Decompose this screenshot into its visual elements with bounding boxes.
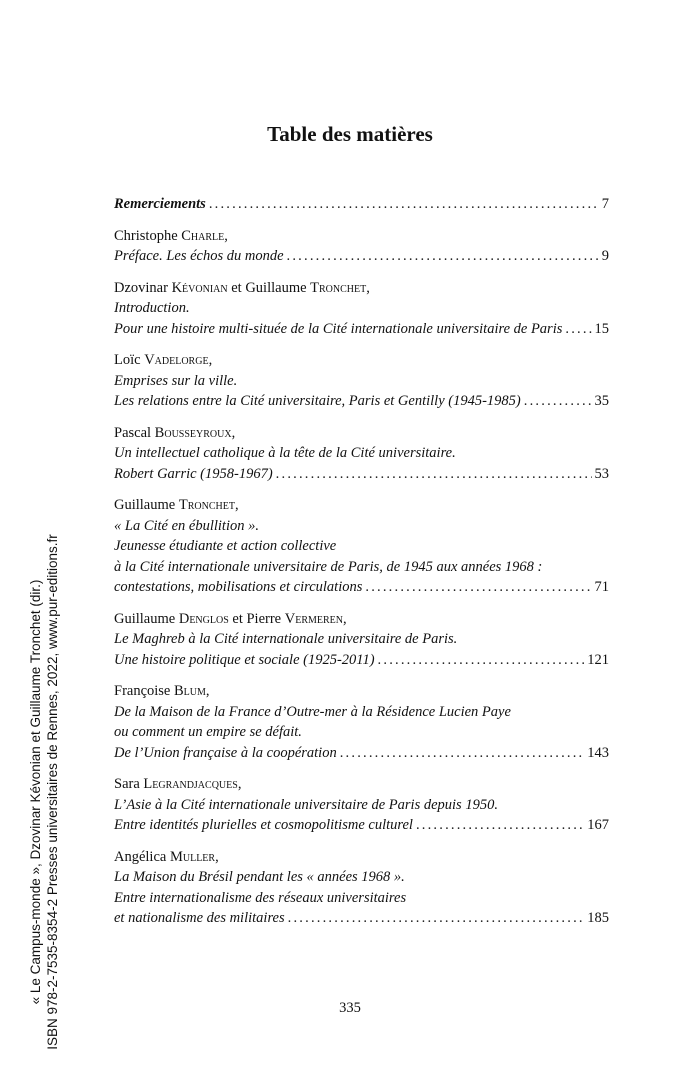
toc-leader-line[interactable] [114, 464, 609, 485]
dot-leader [288, 908, 585, 929]
toc-author: Guillaume Tronchet, [114, 497, 239, 513]
toc-entry-subtitle: De la Maison de la France d’Outre-mer à la Résidence Lucien Paye [114, 703, 511, 720]
toc-entry [114, 194, 609, 215]
toc-entry-title: et nationalisme des militaires [114, 910, 285, 926]
toc-leader-line[interactable] [114, 194, 609, 215]
toc-entry-title: Entre identités plurielles et cosmopolitisme culturel [114, 817, 413, 833]
citation-line: ISBN 978-2-7535-8354-2 Presses universitaires de Rennes, 2022, www.pur-editions.fr [45, 534, 60, 1050]
dot-leader [340, 743, 585, 764]
toc-entry-title: Pour une histoire multi-située de la Cité internationale universitaire de Paris [114, 320, 563, 337]
toc-author: Sara Legrandjacques, [114, 776, 242, 792]
toc-entry-subtitle: L’Asie à la Cité internationale universitaire de Paris depuis 1950. [114, 796, 498, 813]
dot-leader [378, 650, 585, 671]
toc-entry-subtitle: à la Cité internationale universitaire de Paris, de 1945 aux années 1968 : [114, 558, 543, 575]
toc-entry-title: Une histoire politique et sociale (1925-2011) [114, 651, 375, 668]
toc-entry-title: Les relations entre la Cité universitaire, Paris et Gentilly (1945-1985) [114, 393, 521, 409]
toc-entry [114, 278, 609, 340]
toc-leader-line[interactable] [114, 246, 609, 267]
toc-page-number: 143 [587, 744, 609, 761]
dot-leader [416, 815, 584, 836]
toc-entry-subtitle: Jeunesse étudiante et action collective [114, 538, 337, 554]
toc-entry-subtitle: La Maison du Brésil pendant les « années 1968 ». [114, 869, 405, 885]
toc-entry [114, 774, 609, 836]
toc-author: Angélica Muller, [114, 848, 219, 865]
toc-entry [114, 495, 609, 598]
toc-entry-subtitle: ou comment un empire se défait. [114, 724, 302, 740]
toc-author: Loïc Vadelorge, [114, 352, 213, 368]
toc-entry [114, 847, 609, 929]
toc-entry-subtitle: Emprises sur la ville. [114, 372, 238, 389]
dot-leader [365, 577, 591, 598]
table-of-contents [114, 194, 609, 940]
toc-leader-line[interactable] [114, 391, 609, 412]
toc-page-number: 7 [601, 196, 609, 212]
toc-author: Pascal Bousseyroux, [114, 424, 236, 441]
toc-entry-title: De l’Union française à la coopération [114, 744, 337, 761]
toc-author: Françoise Blum, [114, 683, 210, 699]
toc-page-number: 9 [601, 248, 609, 264]
toc-leader-line[interactable] [114, 743, 609, 764]
toc-entry-subtitle: Un intellectuel catholique à la tête de la Cité universitaire. [114, 445, 456, 461]
dot-leader [565, 319, 591, 340]
toc-leader-line[interactable] [114, 815, 609, 836]
toc-entry [114, 681, 609, 763]
toc-page-number: 53 [594, 465, 609, 482]
dot-leader [287, 246, 599, 267]
page-number: 335 [339, 1000, 361, 1016]
toc-entry-title: Remerciements [114, 196, 206, 212]
dot-leader [209, 194, 599, 215]
dot-leader [276, 464, 592, 485]
toc-entry-title: Robert Garric (1958-1967) [114, 465, 273, 482]
toc-page-number: 167 [587, 817, 609, 833]
toc-entry-subtitle: « La Cité en ébullition ». [114, 517, 259, 534]
toc-page-number: 35 [594, 393, 609, 409]
toc-entry-subtitle: Le Maghreb à la Cité internationale universitaire de Paris. [114, 631, 458, 647]
toc-leader-line[interactable] [114, 650, 609, 671]
toc-leader-line[interactable] [114, 319, 609, 340]
toc-entry [114, 226, 609, 267]
toc-author: Christophe Charle, [114, 227, 228, 244]
dot-leader [524, 391, 592, 412]
toc-entry [114, 609, 609, 671]
toc-leader-line[interactable] [114, 577, 609, 598]
toc-entry [114, 350, 609, 412]
side-citation [27, 512, 61, 1072]
citation-line: « Le Campus-monde », Dzovinar Kévonian et Guillaume Tronchet (dir.) [28, 579, 43, 1005]
toc-page-number: 15 [594, 320, 609, 337]
toc-page-number: 185 [587, 910, 609, 926]
toc-entry-title: contestations, mobilisations et circulations [114, 579, 363, 595]
toc-entry-subtitle: Entre internationalisme des réseaux universitaires [114, 889, 407, 906]
toc-page-number: 121 [587, 651, 609, 668]
page-title: Table des matières [267, 122, 433, 146]
toc-author: Guillaume Denglos et Pierre Vermeren, [114, 610, 347, 627]
toc-page-number: 71 [594, 579, 609, 595]
toc-entry-subtitle: Introduction. [114, 300, 190, 316]
toc-author: Dzovinar Kévonian et Guillaume Tronchet, [114, 279, 370, 296]
toc-leader-line[interactable] [114, 908, 609, 929]
toc-entry [114, 423, 609, 485]
toc-entry-title: Préface. Les échos du monde [114, 248, 284, 264]
